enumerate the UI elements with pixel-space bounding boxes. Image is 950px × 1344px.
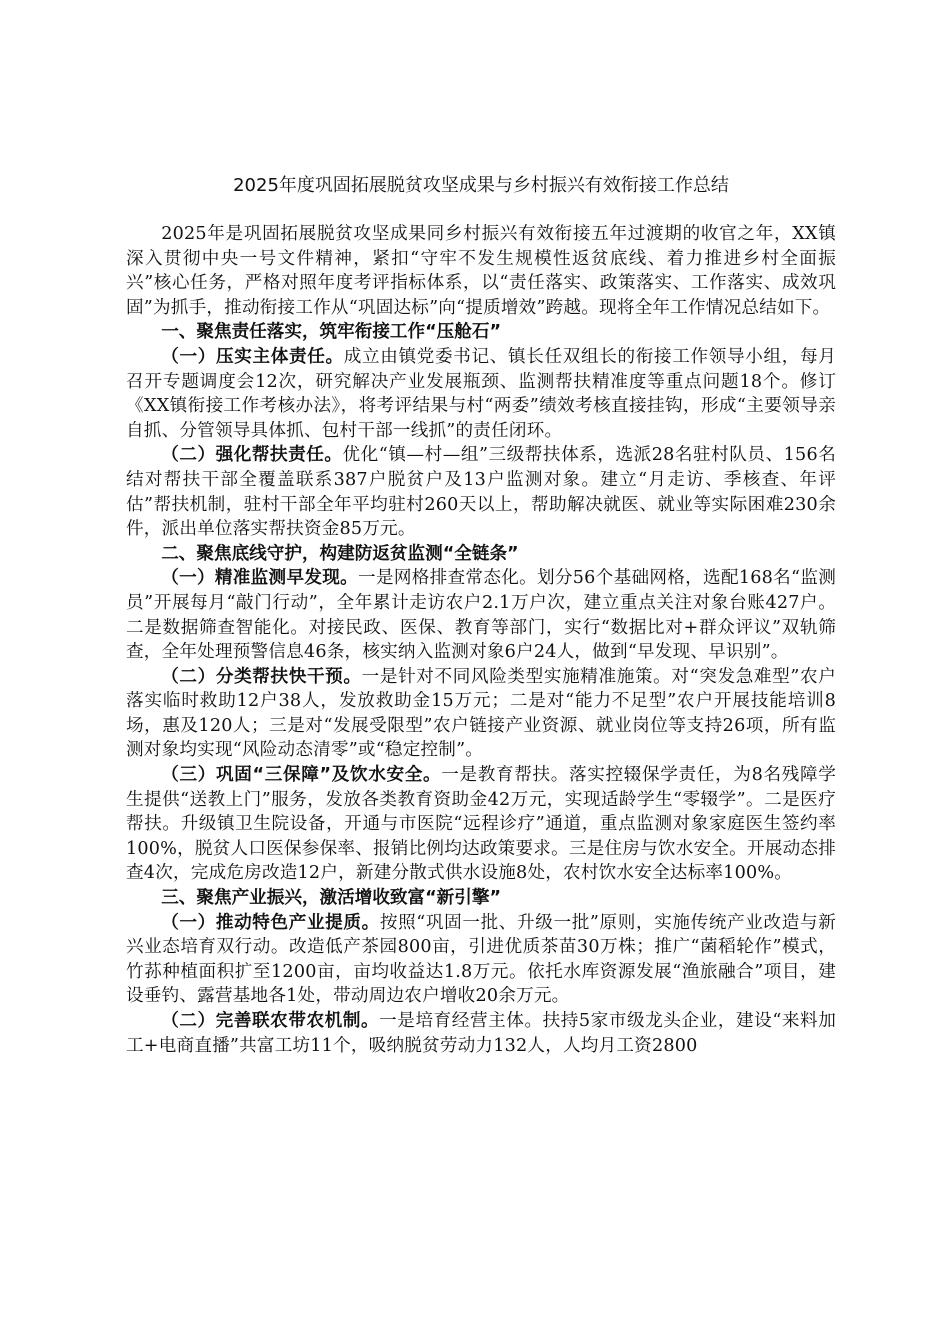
section-1-item-1 (126, 345, 836, 443)
subheading: （二）完善联农带农机制。 (161, 1011, 380, 1031)
section-heading-1: 一、聚焦责任落实，筑牢衔接工作“压舱石” (161, 322, 502, 343)
item-text: 一是教育帮扶。落实控辍保学责任，为8名残障学生提供“送教上门”服务，发放各类教育资助金42万元，实现适龄学生“零辍学”。二是医疗帮扶。升级镇卫生院设备，开通与市医院“远程诊疗”通道，重点监测对象家庭医生签约率100%，脱贫人口医保参保率、报销比例均达政策要求。三是住房与饮水安全。开展动态排查4次，完成危房改造12户，新建分散式供水设施8处，农村饮水安全达标率100%。 (126, 765, 837, 884)
section-heading-3: 三、聚焦产业振兴，激活增收致富“新引擎” (161, 888, 502, 909)
item-text: 成立由镇党委书记、镇长任双组长的衔接工作领导小组，每月召开专题调度会12次，研究解决产业发展瓶颈、监测帮扶精准度等重点问题18个。修订《XX镇衔接工作考核办法》，将考评结果与村“两委”绩效考核直接挂钩，形成“主要领导亲自抓、分管领导具体抓、包村干部一线抓”的责任闭环。 (126, 346, 836, 441)
section-3-item-2 (126, 1009, 836, 1058)
item-text: 一是网格排查常态化。划分56个基础网格，选配168名“监测员”开展每月“敲门行动”，全年累计走访农户2.1万户次，建立重点关注对象台账427户。二是数据筛查智能化。对接民政、医保、教育等部门，实行“数据比对+群众评议”双轨筛查，全年处理预警信息46条，核实纳入监测对象6户24人，做到“早发现、早识别”。 (126, 568, 837, 663)
subheading: （一）精准监测早发现。 (161, 568, 359, 589)
section-1-item-2 (126, 443, 836, 541)
item-text: 一是针对不同风险类型实施精准施策。对“突发急难型”农户落实临时救助12户38人，发放救助金15万元；二是对“能力不足型”农户开展技能培训8场，惠及120人；三是对“发展受限型”农户链接产业资源、就业岗位等支持26项，所有监测对象均实现“风险动态清零”或“稳定控制”。 (126, 666, 836, 761)
subheading: （三）巩固“三保障”及饮水安全。 (161, 765, 442, 786)
section-heading-2: 二、聚焦底线守护，构建防返贫监测“全链条” (161, 543, 519, 564)
document-title: 2025年度巩固拓展脱贫攻坚成果与乡村振兴有效衔接工作总结 (233, 175, 729, 196)
subheading: （二）强化帮扶责任。 (161, 445, 343, 466)
document-page (126, 172, 836, 1058)
section-2-item-3 (126, 763, 836, 886)
item-text: 一是培育经营主体。扶持5家市级龙头企业，建设“来料加工+电商直播”共富工坊11个，吸纳脱贫劳动力132人，人均月工资2800 (126, 1011, 836, 1056)
intro-paragraph: 2025年是巩固拓展脱贫攻坚成果同乡村振兴有效衔接五年过渡期的收官之年，XX镇深入贯彻中央一号文件精神，紧扣“守牢不发生规模性返贫底线、着力推进乡村全面振兴”核心任务，严格对照年度考评指标体系，以“责任落实、政策落实、工作落实、成效巩固”为抓手，推动衔接工作从“巩固达标”向“提质增效”跨越。现将全年工作情况总结如下。 (126, 224, 836, 318)
section-3-item-1 (126, 911, 836, 1009)
subheading: （一）压实主体责任。 (161, 346, 344, 367)
section-2-item-1 (126, 566, 836, 664)
subheading: （一）推动特色产业提质。 (161, 912, 380, 933)
item-text: 优化“镇—村—组”三级帮扶体系，选派28名驻村队员、156名结对帮扶干部全覆盖联系387户脱贫户及13户监测对象。建立“月走访、季核查、年评估”帮扶机制，驻村干部全年平均驻村260天以上，帮助解决就医、就业等实际困难230余件，派出单位落实帮扶资金85万元。 (126, 445, 836, 540)
section-2-item-2 (126, 665, 836, 763)
subheading: （二）分类帮扶快干预。 (161, 666, 362, 687)
item-text: 按照“巩固一批、升级一批”原则，实施传统产业改造与新兴业态培育双行动。改造低产茶园800亩，引进优质茶苗30万株；推广“菌稻轮作”模式，竹荪种植面积扩至1200亩，亩均收益达1.8万元。依托水库资源发展“渔旅融合”项目，建设垂钓、露营基地各1处，带动周边农户增收20余万元。 (126, 912, 836, 1007)
